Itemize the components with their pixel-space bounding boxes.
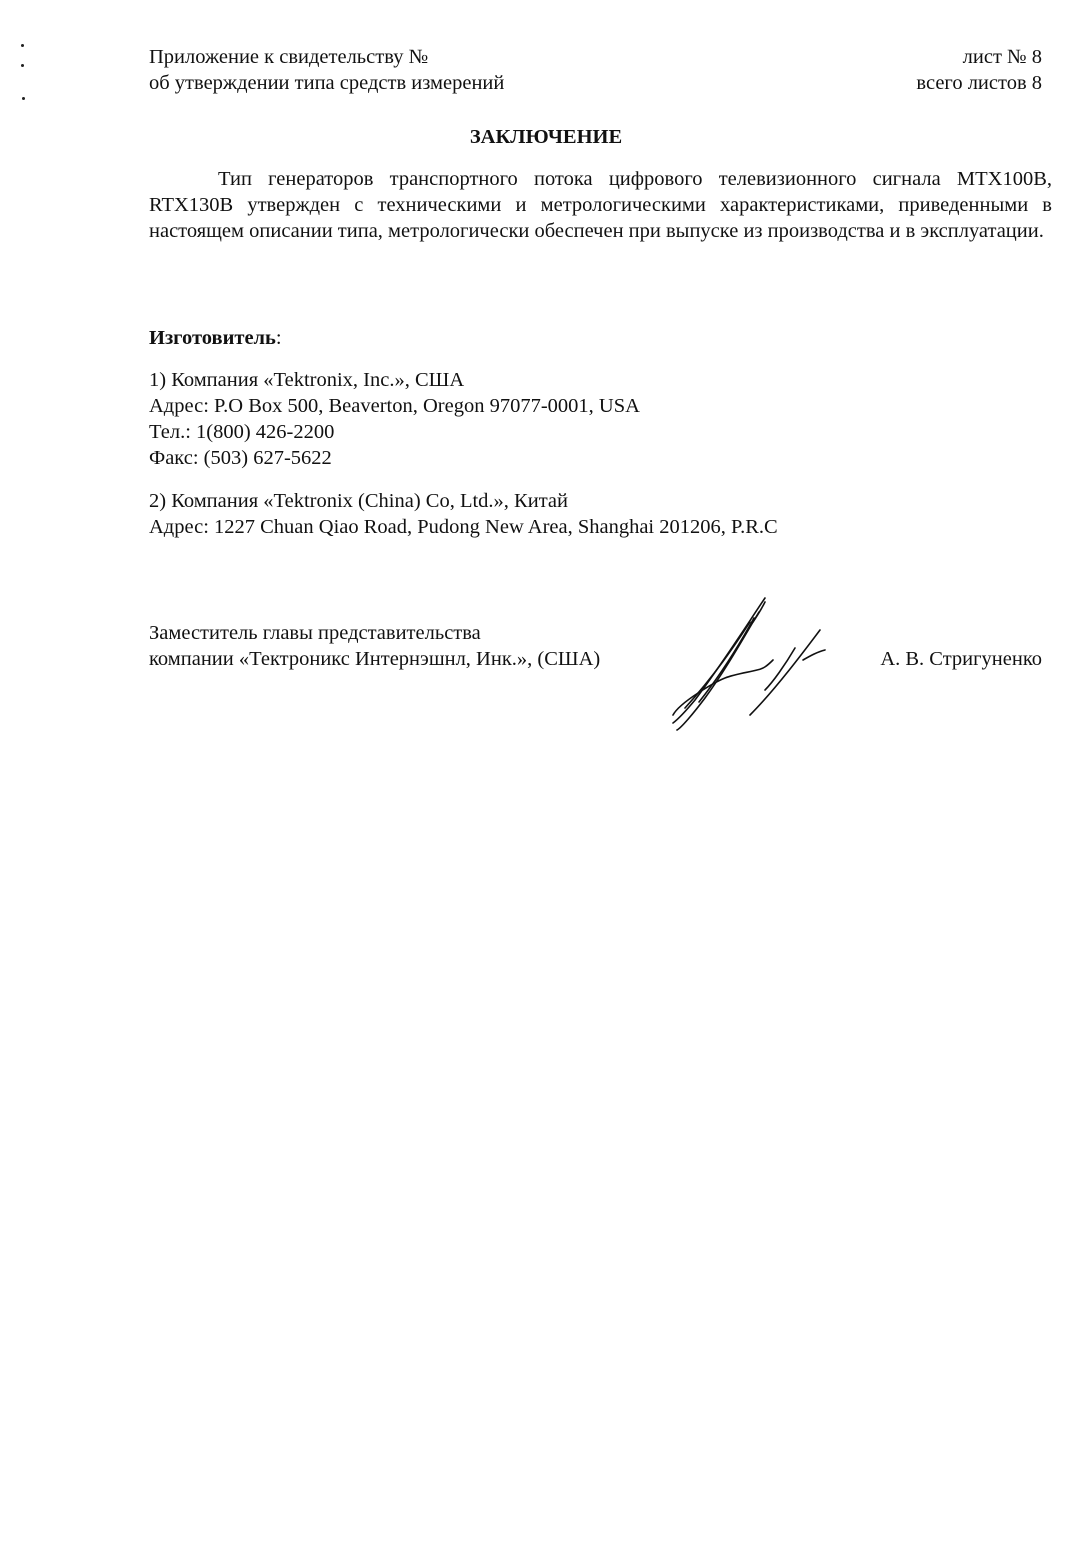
manufacturer-1: [149, 367, 640, 471]
manufacturer-1-name: 1) Компания «Tektronix, Inc.», США: [149, 369, 465, 391]
header-certificate-line: Приложение к свидетельству №: [149, 46, 429, 68]
margin-marks: [20, 44, 30, 108]
header-approval-line: об утверждении типа средств измерений: [149, 72, 505, 94]
sheets-total: всего листов 8: [916, 72, 1042, 94]
manufacturer-2-name: 2) Компания «Tektronix (China) Co, Ltd.», Китай: [149, 490, 568, 512]
conclusion-paragraph: Тип генераторов транспортного потока цифрового телевизионного сигнала MTX100B, RTX130B утвержден с техническими и метрологическими характеристиками, приведенными в настоящем описании типа, метрологически обеспечен при выпуске из производства и в эксплуатации.: [149, 168, 1052, 242]
manufacturer-2-address: Адрес: 1227 Chuan Qiao Road, Pudong New Area, Shanghai 201206, P.R.C: [149, 516, 778, 538]
manufacturer-1-phone: Тел.: 1(800) 426-2200: [149, 421, 335, 443]
manufacturer-1-fax: Факс: (503) 627-5622: [149, 447, 332, 469]
header-right: [916, 44, 1042, 96]
document-title: ЗАКЛЮЧЕНИЕ: [469, 126, 623, 148]
handwritten-signature: [655, 590, 835, 735]
signatory-position-line2: компании «Тектроникс Интернэшнл, Инк.», (США): [149, 648, 601, 670]
header-left: [149, 44, 504, 96]
signer-name: А. В. Стригуненко: [880, 648, 1042, 670]
sheet-number: лист № 8: [962, 46, 1042, 68]
manufacturer-2: [149, 488, 778, 540]
manufacturer-heading-label: Изготовитель: [149, 327, 276, 349]
manufacturer-heading: [149, 325, 282, 351]
manufacturer-1-address: Адрес: P.O Box 500, Beaverton, Oregon 97077-0001, USA: [149, 395, 640, 417]
signatory-position: [149, 620, 600, 672]
manufacturer-heading-colon: :: [275, 327, 282, 349]
signatory-position-line1: Заместитель главы представительства: [149, 622, 481, 644]
